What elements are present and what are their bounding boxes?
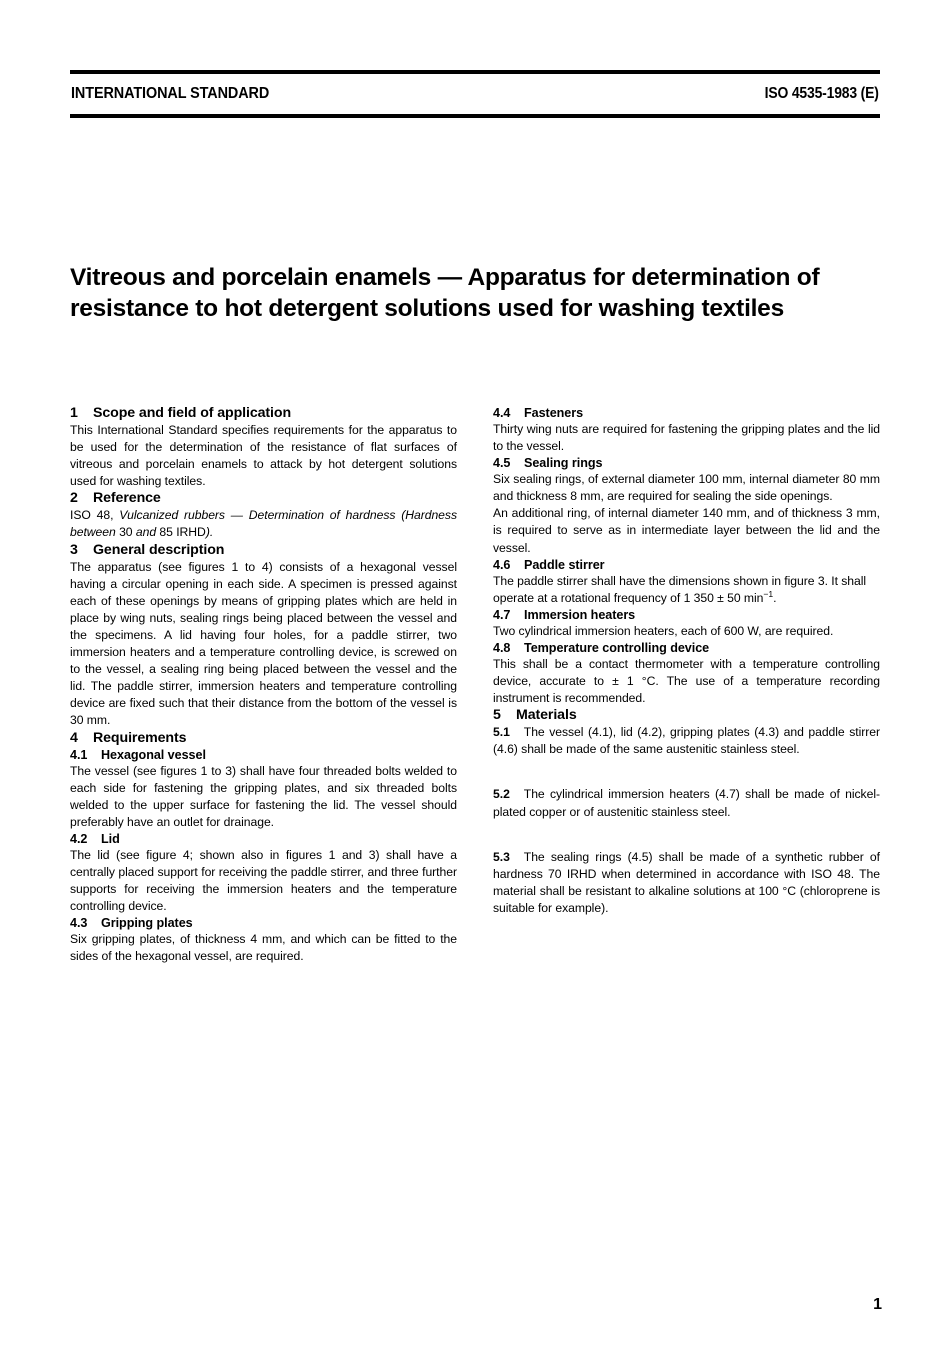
clause-text-5-2: The cylindrical immersion heaters (4.7) shall be made of nickel-plated copper or of austenitic stainless steel. — [493, 787, 880, 819]
paragraph-sealing-rings-2: An additional ring, of internal diameter 140 mm, and of thickness 3 mm, is required to serve as in intermediate layer between the lid and the vessel. — [493, 506, 880, 555]
section-heading-5 — [493, 707, 880, 724]
subsection-heading-4-3 — [70, 915, 457, 931]
subsection-heading-4-6 — [493, 557, 880, 573]
clause-text-5-1: The vessel (4.1), lid (4.2), gripping plates (4.3) and paddle stirrer (4.6) shall be made of the same austenitic stainless steel. — [493, 725, 880, 757]
subsection-heading-4-8 — [493, 640, 880, 656]
section-number-3: 3 — [70, 541, 78, 558]
section-heading-2 — [70, 490, 457, 507]
subsection-heading-4-4 — [493, 405, 880, 421]
subsection-heading-4-5 — [493, 455, 880, 471]
section-number-4: 4 — [70, 729, 78, 746]
section-number-1: 1 — [70, 405, 78, 421]
reference-title-part3: ). — [205, 525, 214, 540]
subsection-heading-4-1 — [70, 747, 457, 763]
section-title-3: General description — [93, 541, 225, 558]
reference-title-part1: Vulcanized rubbers — Determination of hardness (Hardness between — [70, 508, 457, 540]
clause-number-5-2: 5.2 — [493, 787, 510, 802]
left-column — [70, 405, 457, 965]
clause-number-5-1: 5.1 — [493, 725, 510, 740]
clause-number-5-3: 5.3 — [493, 849, 510, 864]
paragraph-materials-5-3 — [493, 849, 880, 917]
paragraph-paddle-stirrer — [493, 573, 880, 607]
subsection-heading-4-7 — [493, 607, 880, 623]
section-number-2: 2 — [70, 490, 78, 507]
paragraph-gripping-plates: Six gripping plates, of thickness 4 mm, and which can be fitted to the sides of the hexagonal vessel, are required. — [70, 932, 457, 964]
paragraph-general-description: The apparatus (see figures 1 to 4) consists of a hexagonal vessel having a circular opening in each side. A specimen is pressed against each of these openings by means of gripping plates which are held in place by wing nuts, sealing rings being placed between the vessel and the specimens. A lid having four holes, for a paddle stirrer, two immersion heaters and a temperature controlling device, is screwed on to the vessel, a sealing ring being placed between the vessel and the lid. The paddle stirrer, immersion heaters and temperature controlling device are fixed such that their distance from the bottom of the vessel is 30 mm. — [70, 559, 457, 728]
subsection-number-4-6: 4.6 — [493, 557, 511, 572]
paragraph-reference — [70, 507, 457, 541]
running-header — [70, 70, 880, 118]
subsection-number-4-2: 4.2 — [70, 831, 88, 846]
right-column — [493, 405, 880, 965]
subsection-title-4-5: Sealing rings — [524, 456, 603, 471]
paragraph-hexagonal-vessel: The vessel (see figures 1 to 3) shall have four threaded bolts welded to each side for fastening the gripping plates, and six threaded bolts welded to the upper surface for fastening the lid. The vessel should preferably have an outlet for drainage. — [70, 763, 457, 829]
paragraph-immersion-heaters: Two cylindrical immersion heaters, each of 600 W, are required. — [493, 623, 834, 638]
paragraph-sealing-rings-1: Six sealing rings, of external diameter 100 mm, internal diameter 80 mm and thickness 8 mm, are required for sealing the side openings. — [493, 472, 880, 504]
subsection-number-4-3: 4.3 — [70, 916, 88, 931]
paragraph-fasteners: Thirty wing nuts are required for fastening the gripping plates and the lid to the vessel. — [493, 422, 880, 454]
page-title: Vitreous and porcelain enamels — Apparatus for determination of resistance to hot detergent solutions used for washing textiles — [70, 264, 820, 323]
subsection-number-4-1: 4.1 — [70, 747, 88, 762]
subsection-heading-4-2 — [70, 831, 457, 847]
paragraph-temperature-controlling-device: This shall be a contact thermometer with a temperature controlling device, accurate to ± 1 °C. The use of a temperature recording instrument is recommended. — [493, 656, 880, 706]
clause-text-5-3: The sealing rings (4.5) shall be made of a synthetic rubber of hardness 70 IRHD when determined in accordance with ISO 48. The material shall be resistant to alkaline solutions at 100 °C (chloroprene is suitable for example). — [493, 849, 880, 915]
section-title-5: Materials — [516, 707, 577, 724]
section-title-4: Requirements — [93, 729, 187, 746]
paddle-stirrer-text: The paddle stirrer shall have the dimensions shown in figure 3. It shall operate at a rotational frequency of 1 350 ± 50 min — [493, 573, 867, 605]
subsection-title-4-3: Gripping plates — [101, 916, 193, 931]
page-number: 1 — [873, 1296, 882, 1313]
paddle-stirrer-exponent: −1 — [763, 588, 774, 599]
section-title-2: Reference — [93, 490, 161, 507]
reference-hardness-unit: IRHD — [172, 525, 206, 540]
section-heading-3 — [70, 542, 457, 559]
paddle-stirrer-period: . — [773, 590, 777, 605]
reference-standard-id: ISO 48, — [70, 508, 120, 523]
subsection-number-4-7: 4.7 — [493, 607, 511, 622]
section-number-5: 5 — [493, 707, 501, 724]
subsection-number-4-4: 4.4 — [493, 406, 511, 420]
body-columns — [70, 405, 880, 965]
subsection-title-4-2: Lid — [101, 831, 120, 846]
subsection-number-4-8: 4.8 — [493, 640, 511, 655]
section-heading-1 — [70, 405, 457, 422]
header-rule-bottom — [70, 114, 880, 118]
subsection-title-4-8: Temperature controlling device — [524, 640, 710, 655]
reference-hardness-low: 30 — [119, 525, 133, 540]
paragraph-materials-5-1 — [493, 724, 880, 758]
subsection-number-4-5: 4.5 — [493, 456, 511, 471]
paragraph-materials-5-2 — [493, 786, 880, 820]
subsection-title-4-6: Paddle stirrer — [524, 557, 605, 572]
subsection-title-4-7: Immersion heaters — [524, 607, 636, 622]
subsection-title-4-1: Hexagonal vessel — [101, 747, 206, 762]
section-heading-4 — [70, 730, 457, 747]
reference-hardness-high: 85 — [159, 525, 173, 540]
paragraph-scope: This International Standard specifies requirements for the apparatus to be used for the determination of the resistance of flat surfaces of vitreous and porcelain enamels to attack by hot detergent solutions used for washing textiles. — [70, 423, 457, 489]
section-title-1: Scope and field of application — [93, 405, 292, 421]
header-row — [70, 74, 880, 114]
subsection-title-4-4: Fasteners — [524, 406, 584, 420]
standard-type-label: INTERNATIONAL STANDARD — [71, 85, 270, 102]
standard-reference-label: ISO 4535-1983 (E) — [764, 85, 879, 102]
paragraph-lid: The lid (see figure 4; shown also in figures 1 and 3) shall have a centrally placed support for receiving the paddle stirrer, and three further supports for receiving the immersion heaters and the temperature controlling device. — [70, 847, 457, 914]
reference-title-part2: and — [132, 525, 160, 540]
